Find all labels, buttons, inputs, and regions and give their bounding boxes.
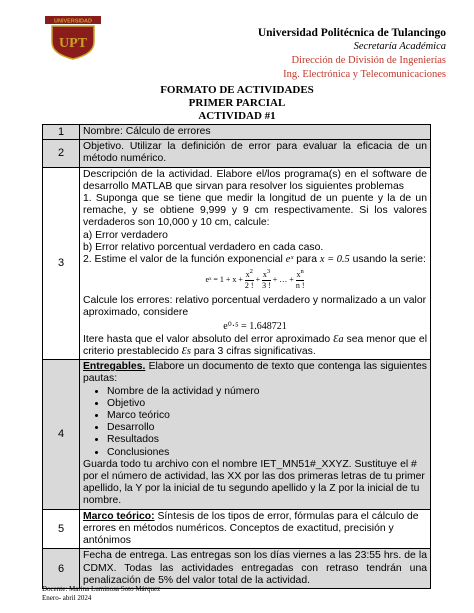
table-row-5 [43,509,431,549]
reference-value: e⁰·⁵ = 1.648721 [223,320,287,332]
term-n-numerator: x [296,270,301,280]
problem-2-part-a: 2. Estime el valor de la función exponencial [83,254,283,266]
calc-errors-text: Calcule los errores: relativo porcentual verdadero y normalizado a un valor aproximado, considere [83,295,427,319]
deliverables-text [83,361,427,385]
row-number: 1 [43,125,80,140]
problem-2-part-b: para [296,254,317,266]
table-row-6 [43,549,431,589]
programa: Ing. Electrónica y Telecomunicaciones [283,69,446,80]
term-3-power: 3 [266,268,271,276]
row-number: 3 [43,167,80,360]
term-2-denominator: 2 ! [244,281,254,291]
deliverables-lead: Entregables. [83,361,146,373]
table-row-1 [43,125,431,140]
problem-2-part-c: usando la serie: [352,254,426,266]
term-n-denominator: n ! [295,281,305,291]
x-value: x = 0.5 [319,254,350,266]
row-4-content [80,360,431,509]
list-item: • Marco teórico [107,410,427,422]
footer [42,585,160,603]
iterate-part-b: sea menor que el criterio prestablecido [83,333,428,358]
row-number: 5 [43,509,80,549]
periodo: Enero- abril 2024 [42,594,92,602]
problem-1-text: 1. Suponga que se tiene que medir la longitud de un puente y la de un remache, y se obtiene 9,999 y 9 cm respectivamente. Si los valores verdaderos son 10,000 y 10 cm, calcule: [83,193,427,229]
direccion: Dirección de División de Ingenierías [291,55,446,66]
activity-table [42,124,431,589]
document-titles [0,84,474,123]
problem-2-text [83,254,427,266]
title-line-2: PRIMER PARCIAL [188,97,286,109]
deliverables-desc: Elabore un documento de texto que contenga las siguientes pautas: [83,361,428,385]
term-2-power: 2 [249,268,253,276]
filename-note: Guarda todo tu archivo con el nombre IET_MN51#_XXYZ. Sustituye el # por el número de actividad, las XX por las dos primeras letras de tu primer apellido, la Y por la inicial de tu segundo apellido y la Z por la inicial de tu nombre. [83,458,425,507]
title-line-3: ACTIVIDAD #1 [198,110,276,122]
institution-header [258,26,446,82]
approx-error-symbol: Ɛa [333,333,344,345]
due-date-text: Fecha de entrega. Las entregas son los días viernes a las 23:55 hrs. de la CDMX. Todas las actividades entregadas con retraso tendrán una penalización de 5% del valor total de la actividad. [80,549,431,589]
series-formula: eˣ = 1 + x + $\frac{x^2}{2 !}$ + $\frac{x^3}{3 !}$ + … + $\frac{x^n}{n !}$ [205,268,305,291]
iterate-part-c: para 3 cifras significativas. [193,346,316,358]
term-n-power: n [300,268,304,276]
logo-letters: UPT [59,36,87,51]
university-logo [44,14,102,60]
logo-caption: UNIVERSIDAD [54,18,92,25]
row-1-text: Nombre: Cálculo de errores [80,125,431,140]
secretaria: Secretaría Académica [353,41,446,52]
university-name: Universidad Politécnica de Tulancingo [257,27,446,39]
title-line-1: FORMATO DE ACTIVIDADES [160,84,314,96]
framework-text [83,511,427,548]
row-5-content [80,509,431,549]
list-item: • Desarrollo [107,422,427,434]
list-item: • Resultados [107,434,427,446]
row-number: 2 [43,140,80,167]
row-number: 4 [43,360,80,509]
table-row-4 [43,360,431,509]
term-3-numerator: x [262,270,267,280]
row-number: 6 [43,549,80,589]
series-term-2 [245,270,254,290]
iterate-text [83,334,427,358]
list-item: • Nombre de la actividad y número [107,386,427,398]
criterion-symbol: Ɛs [181,346,191,358]
row-3-content [80,167,431,360]
series-lhs: eˣ = 1 + x + [205,275,243,285]
item-b: b) Error relativo porcentual verdadero en cada caso. [83,241,324,253]
series-term-n [296,270,305,290]
exp-symbol: eˣ [285,254,294,266]
list-item: • Objetivo [107,398,427,410]
series-term-3 [262,270,271,290]
term-3-denominator: 3 ! [262,281,271,291]
description-text: Descripción de la actividad. Elabore el/los programa(s) en el software de desarrollo MATLAB que sirvan para resolver los siguientes problemas [83,168,427,192]
deliverables-list [83,386,427,459]
list-item: • Conclusiones [107,447,427,459]
term-2-numerator: x [245,270,250,280]
framework-lead: Marco teórico: [83,510,155,522]
docente: Docente: Marina Luminosa Soto Márquez [42,585,161,593]
item-a: a) Error verdadero [83,229,168,241]
iterate-part-a: Itere hasta que el valor absoluto del error aproximado [83,333,331,345]
series-ellipsis: + … + [272,275,294,285]
table-row-3 [43,167,431,360]
framework-desc: Síntesis de los tipos de error, fórmulas para el cálculo de errores en métodos numéricos. Conceptos de exactitud, precisión y antónimos [83,510,419,547]
table-row-2 [43,140,431,167]
row-2-text: Objetivo. Utilizar la definición de error para evaluar la eficacia de un método numérico. [80,140,431,167]
